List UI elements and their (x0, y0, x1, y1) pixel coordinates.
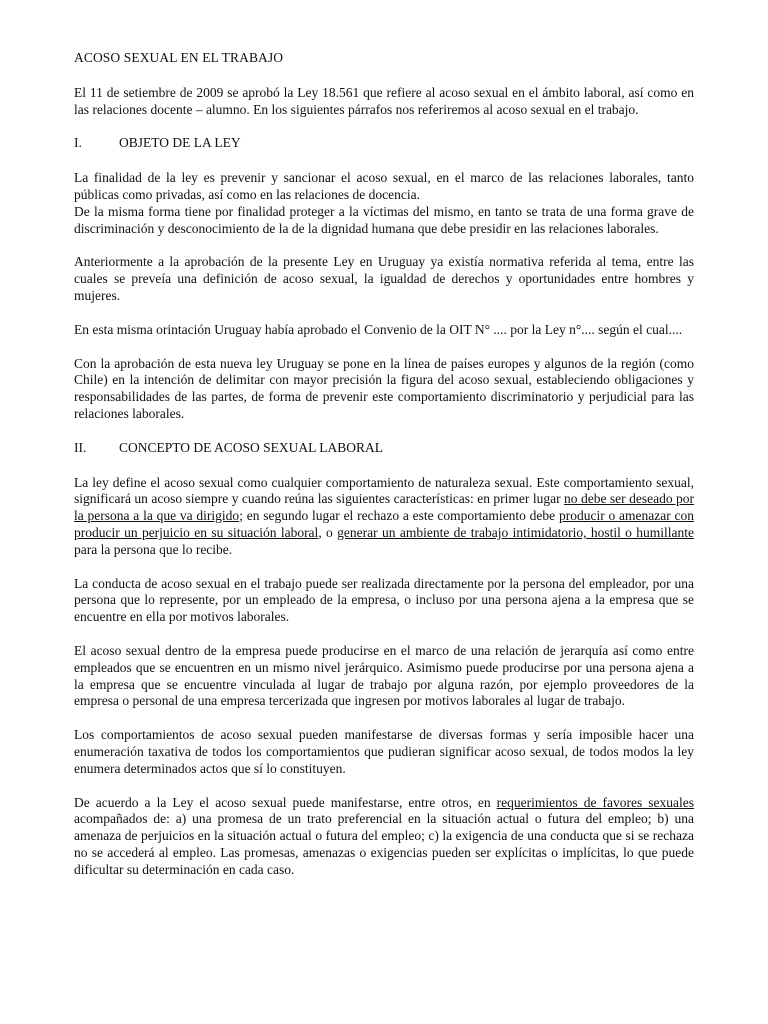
document-title: ACOSO SEXUAL EN EL TRABAJO (74, 50, 284, 65)
paragraph: La finalidad de la ley es prevenir y sancionar el acoso sexual, en el marco de las relaciones laborales, tanto públicas como privadas, así como en las relaciones de docencia. (74, 170, 694, 202)
text-run: De acuerdo a la Ley el acoso sexual puede manifestarse, entre otros, en (74, 794, 497, 810)
paragraph: El acoso sexual dentro de la empresa puede producirse en el marco de una relación de jerarquía así como entre empleados que se encuentren en un mismo nivel jerárquico. Asimismo puede producirse por una persona ajena a la empresa que se encuentre vinculada al lugar de trabajo por alguna razón, por ejemplo proveedores de la empresa o personal de una empresa tercerizada que ingresen por motivos laborales al lugar de trabajo. (74, 642, 694, 709)
paragraph: En esta misma orintación Uruguay había aprobado el Convenio de la OIT N° .... por la Ley n°.... según el cual.... (74, 321, 683, 337)
paragraph: Con la aprobación de esta nueva ley Uruguay se pone en la línea de países europes y algunos de la región (como Chile) en la intención de delimitar con mayor precisión la figura del acoso sexual, estableciendo obligaciones y responsabilidades de las partes, de forma de prevenir este comportamiento discriminatorio y perjudicial para las relaciones laborales. (74, 355, 694, 421)
paragraph-definition (74, 475, 694, 559)
document-page (74, 50, 694, 895)
section-heading-objeto (74, 135, 694, 152)
section-title: CONCEPTO DE ACOSO SEXUAL LABORAL (119, 439, 384, 455)
section-number: II. (74, 439, 87, 455)
text-run: ; en segundo lugar el rechazo a este comportamiento debe (239, 508, 559, 524)
text-run: , o (318, 524, 338, 540)
section-heading-concepto (74, 440, 694, 457)
underlined-phrase: requerimientos de favores sexuales (496, 794, 694, 810)
paragraph: Anteriormente a la aprobación de la presente Ley en Uruguay ya existía normativa referida al tema, entre las cuales se preveía una definición de acoso sexual, la igualdad de derechos y oportunidades entre hombres y mujeres. (74, 254, 694, 303)
section-number: I. (74, 135, 82, 151)
section-title: OBJETO DE LA LEY (119, 135, 241, 151)
paragraph-requirements (74, 795, 694, 879)
text-run: La ley define el acoso sexual como cualquier comportamiento de naturaleza sexual. Este comportamiento sexual, significará un acoso siempre y cuando reúna las siguientes características: en primer lugar (74, 474, 694, 507)
text-run: acompañados de: a) una promesa de un trato preferencial en la situación actual o futura del empleo; b) una amenaza de perjuicios en la situación actual o futura del empleo; c) la exigencia de una conducta que si se rechaza no se accederá al empleo. Las promesas, amenazas o exigencias pueden ser explícitas o implícitas, lo que puede dificultar su determinación en cada caso. (74, 811, 694, 877)
underlined-phrase: no debe ser deseado por la persona a la que va dirigido (74, 491, 695, 524)
text-run: para la persona que lo recibe. (74, 541, 233, 557)
underlined-phrase: generar un ambiente de trabajo intimidatorio, hostil o humillante (337, 524, 695, 540)
paragraph: Los comportamientos de acoso sexual pueden manifestarse de diversas formas y sería imposible hacer una enumeración taxativa de todos los comportamientos que pudieran significar acoso sexual, de todos modos la ley enumera determinados actos que sí lo constituyen. (74, 727, 694, 776)
paragraph: La conducta de acoso sexual en el trabajo puede ser realizada directamente por la persona del empleador, por una persona que lo represente, por un empleado de la empresa, o incluso por una persona ajena a la empresa que se encuentre en ella por motivos laborales. (74, 575, 694, 625)
underlined-phrase: producir o amenazar con producir un perjuicio en su situación laboral (74, 508, 695, 540)
intro-paragraph: El 11 de setiembre de 2009 se aprobó la Ley 18.561 que refiere al acoso sexual en el ámbito laboral, así como en las relaciones docente – alumno. En los siguientes párrafos nos referiremos al acoso sexual en el trabajo. (74, 84, 694, 117)
paragraph: De la misma forma tiene por finalidad proteger a la víctimas del mismo, en tanto se trata de una forma grave de discriminación y desconocimiento de la de la dignidad humana que debe presidir en las relaciones laborales. (74, 203, 694, 236)
